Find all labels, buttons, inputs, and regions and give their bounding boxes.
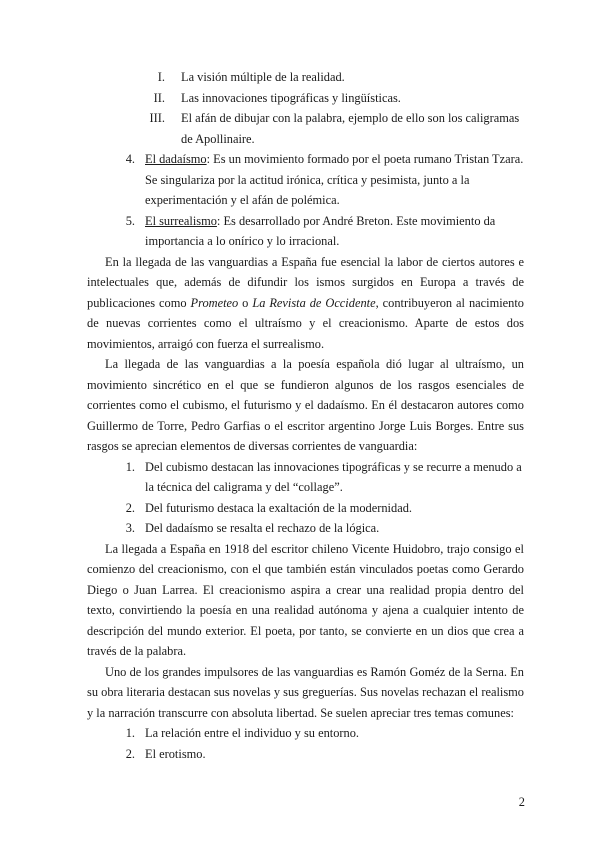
- list-item-text: El afán de dibujar con la palabra, ejemplo de ello son los caligramas de Apollinaire.: [181, 111, 520, 146]
- ultra-list-item: [87, 457, 524, 498]
- paragraph-text: En la llegada de las vanguardias a España fue esencial la labor de ciertos autores e intelectuales que, además de difundir los ismos surgidos en Europa a través de publicaciones como: [87, 254, 524, 310]
- paragraph-ultraismo: La llegada de las vanguardias a la poesía española dió lugar al ultraísmo, un movimiento sincrético en el que se fundieron algunos de los rasgos esenciales de corrientes como el cubismo, el futurismo y el dadaísmo. En él destacaron autores como Guillermo de Torre, Pedro Garfias o el escritor argentino Jorge Luis Borges. Entre sus rasgos se aprecian elementos de diversas corrientes de vanguardia:: [87, 357, 524, 453]
- movement-text: : Es desarrollado por André Breton. Este movimiento da importancia a lo onírico y lo irracional.: [145, 213, 496, 248]
- list-marker: I.: [157, 70, 165, 84]
- movement-text: : Es un movimiento formado por el poeta rumano Tristan Tzara. Se singulariza por la actitud irónica, crítica y pesimista, junto a la experimentación y el afán de polémica.: [145, 152, 524, 207]
- movement-list-item: [87, 211, 524, 252]
- ultra-list-item: [87, 518, 524, 539]
- movement-term: El surrealismo: [145, 213, 217, 228]
- list-marker: 3.: [125, 521, 135, 535]
- document-page: [87, 67, 524, 764]
- list-item-text: La visión múltiple de la realidad.: [181, 70, 345, 84]
- list-marker: II.: [153, 90, 165, 105]
- roman-list-item: [87, 88, 524, 109]
- paragraph-text: o: [238, 295, 253, 310]
- list-marker: 5.: [125, 213, 135, 228]
- list-marker: 1.: [125, 459, 135, 474]
- list-marker: 1.: [125, 726, 135, 740]
- list-marker: 4.: [125, 152, 135, 166]
- list-item-text: Las innovaciones tipográficas y lingüísticas.: [181, 90, 401, 105]
- ultra-list-item: [87, 498, 524, 519]
- movement-term: El dadaísmo: [145, 152, 207, 166]
- list-item-text: La relación entre el individuo y su entorno.: [145, 726, 360, 740]
- publication-title: La Revista de Occidente: [252, 295, 376, 310]
- list-marker: 2.: [125, 746, 135, 761]
- paragraph-text: , contribuyeron al nacimiento de nuevas corrientes como el ultraísmo y el creacionismo. Aparte de estos dos movimientos, arraigó con fuerza el surrealismo.: [87, 295, 524, 351]
- list-item-text: Del dadaísmo se resalta el rechazo de la lógica.: [145, 521, 380, 535]
- list-marker: III.: [149, 111, 165, 125]
- paragraph-publications: [87, 252, 524, 355]
- themes-list-item: [87, 744, 524, 765]
- roman-list-item: [87, 67, 524, 88]
- paragraph-creacionismo: La llegada a España en 1918 del escritor chileno Vicente Huidobro, trajo consigo el comienzo del creacionismo, con el que también están vinculados poetas como Gerardo Diego o Juan Larrea. El creacionismo aspira a crear una realidad propia dentro del texto, convirtiendo la poesía en una realidad autónoma y ajena a cualquier intento de descripción del mundo exterior. El poeta, por tanto, se convierte en un dios que crea a través de la palabra.: [87, 541, 524, 658]
- movement-list-item: [87, 149, 524, 211]
- themes-list-item: [87, 723, 524, 744]
- list-item-text: Del cubismo destacan las innovaciones tipográficas y se recurre a menudo a la técnica del caligrama y del “collage”.: [145, 459, 522, 494]
- roman-list-item: [87, 108, 524, 149]
- list-item-text: Del futurismo destaca la exaltación de la modernidad.: [145, 500, 412, 515]
- page-number: 2: [518, 795, 525, 809]
- paragraph-gomez-de-la-serna: Uno de los grandes impulsores de las vanguardias es Ramón Goméz de la Serna. En su obra literaria destacan sus novelas y sus greguerías. Sus novelas rechazan el realismo y la narración transcurre con absoluta libertad. Se suelen apreciar tres temas comunes:: [87, 664, 524, 720]
- list-marker: 2.: [125, 500, 135, 515]
- list-item-text: El erotismo.: [145, 746, 206, 761]
- publication-title: Prometeo: [190, 295, 239, 310]
